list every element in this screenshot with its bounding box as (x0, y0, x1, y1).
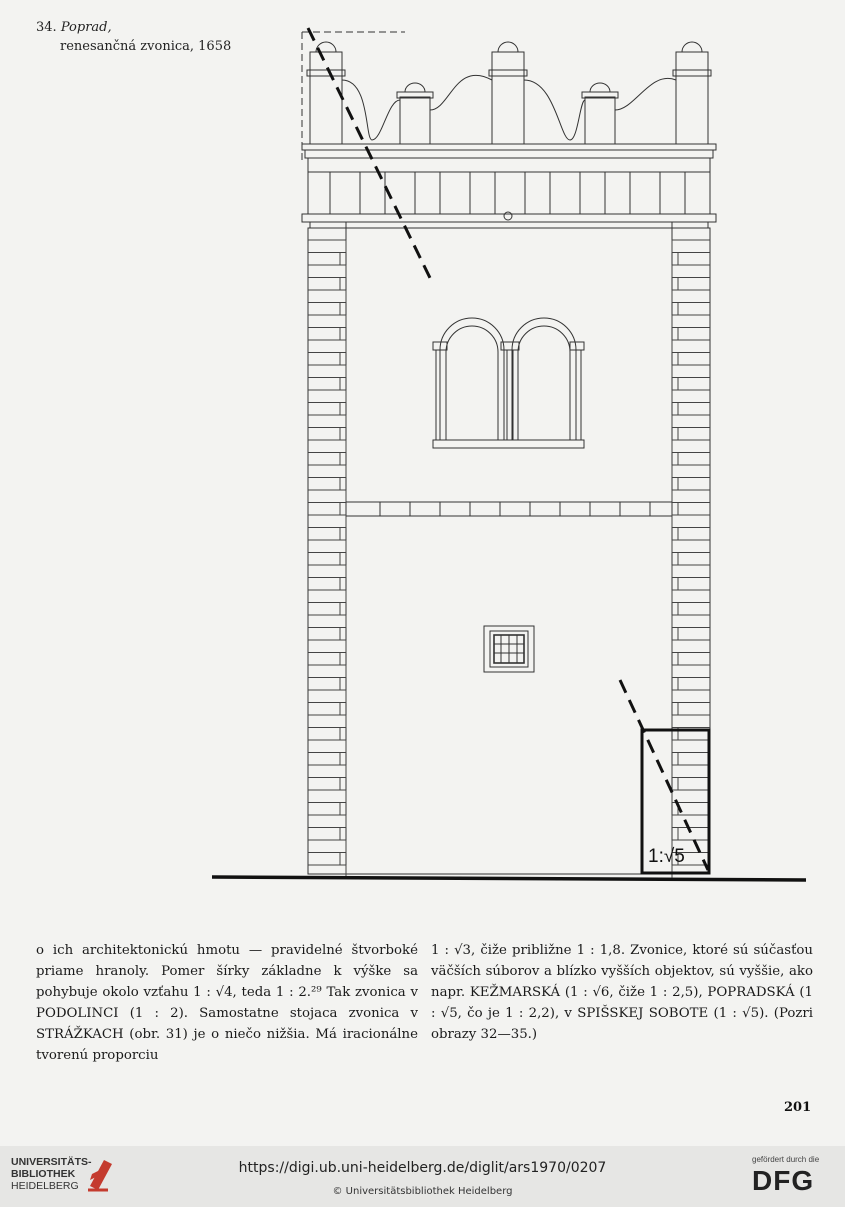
ratio-label: 1:√5 (648, 846, 685, 867)
document-url-link[interactable]: https://digi.ub.uni-heidelberg.de/diglit/ars1970/0207 (238, 1160, 607, 1176)
ground-line (212, 877, 806, 880)
library-line-2: BIBLIOTHEK (11, 1168, 76, 1180)
funder-note: gefördert durch die (752, 1155, 820, 1164)
tower-body (308, 228, 710, 874)
page-number: 201 (784, 1100, 812, 1115)
grilled-window (484, 626, 534, 672)
caption-title: renesančná zvonica, 1658 (60, 39, 232, 54)
battlement-pinnacles (307, 42, 711, 144)
funder-logo: DFG (752, 1165, 815, 1196)
quoin-left-lines (308, 240, 346, 878)
caption-place: Poprad, (60, 20, 112, 35)
text-column-left: o ich architektonickú hmotu — pravidelné štvorboké priame hranoly. Pomer šírky základne k výške sa pohybuje okolo vzťahu 1 : √4, teda 1 : 2.²⁹ Tak zvonica v PODOLINCI (1 : 2). Samostatne stojaca zvonica v STRÁŽKACH (obr. 31) je o niečo nižšia. Má iracionálne tvorenú proporciu (36, 943, 418, 1063)
caption-number: 34. (36, 20, 57, 35)
proportion-diagonal-lower (620, 680, 708, 870)
cornice (302, 144, 716, 228)
proportion-diagonal-upper (308, 28, 432, 282)
copyright-notice: © Universitätsbibliothek Heidelberg (332, 1186, 513, 1197)
corner-quoins (346, 228, 672, 874)
quoin-right-lines (672, 240, 710, 878)
footer-bar (0, 1146, 845, 1207)
twin-arched-window (433, 318, 584, 448)
library-line-3: HEIDELBERG (11, 1180, 79, 1192)
library-line-1: UNIVERSITÄTS- (11, 1156, 92, 1168)
text-column-right: 1 : √3, čiže približne 1 : 1,8. Zvonice, ktoré sú súčasťou väčších súborov a blízko vyšších objektov, sú vyššie, ako napr. KEŽMARSKÁ (1 : √6, čiže 1 : 2,5), POPRADSKÁ (1 : √5, čo je 1 : 2,2), v SPIŠSKEJ SOBOTE (1 : √5). (Pozri obrazy 32—35.) (431, 943, 813, 1042)
string-course (346, 502, 672, 516)
